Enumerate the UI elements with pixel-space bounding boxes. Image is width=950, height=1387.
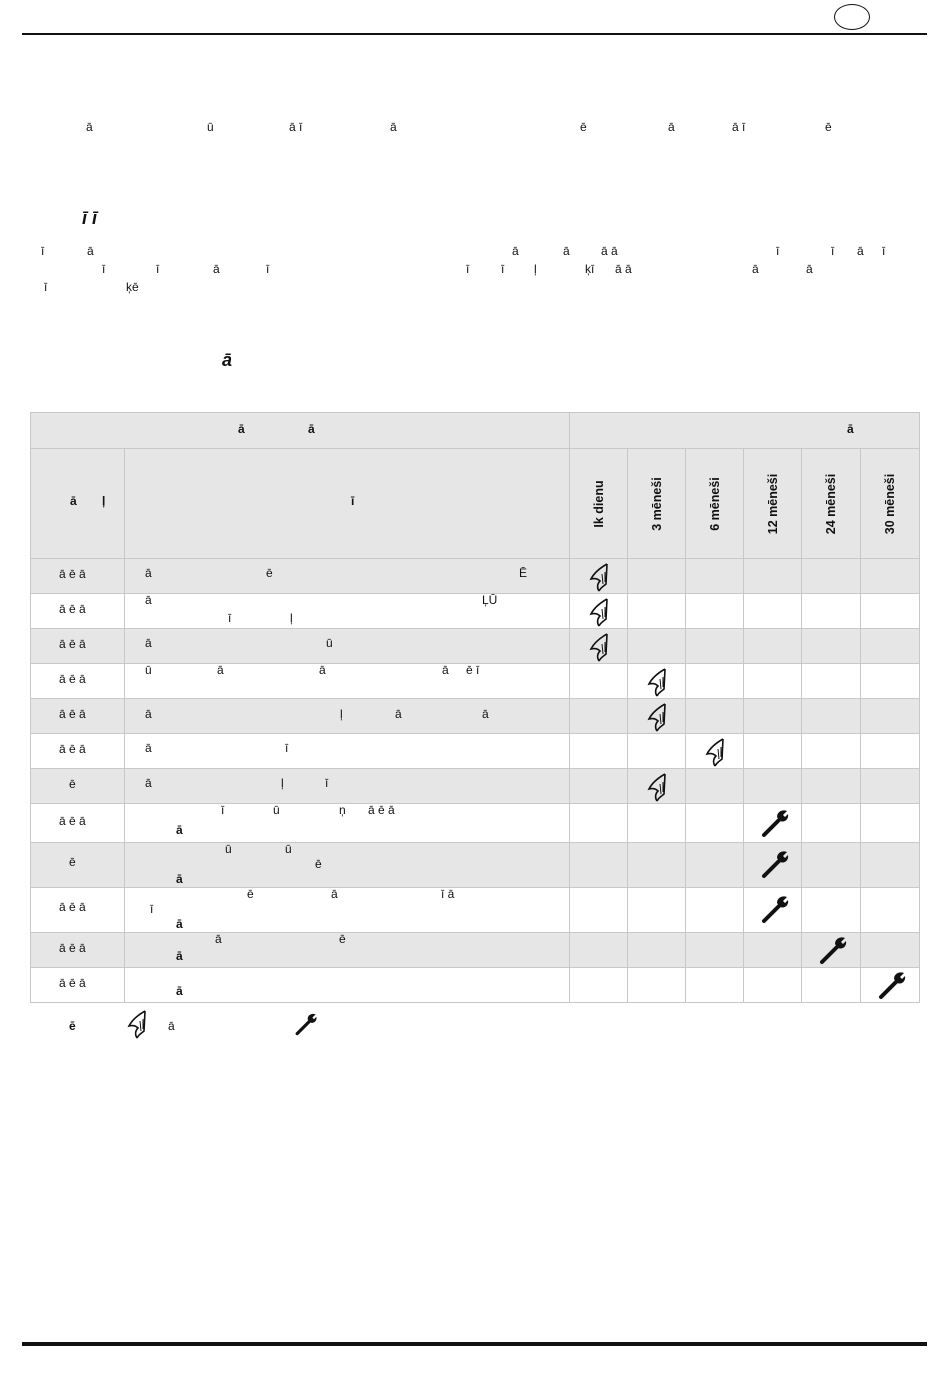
table-row: ā ē ā ī ū ņ ā ē ā ā xyxy=(31,804,920,843)
table-row: ā ē ā ā ī xyxy=(31,734,920,769)
table-header-right: ā xyxy=(570,413,920,449)
body-text: ī xyxy=(156,262,160,276)
eye-check-icon xyxy=(704,737,728,767)
column-header-period: 12 mēneši xyxy=(744,449,802,559)
intro-text: ā xyxy=(390,120,397,134)
body-text: ī xyxy=(882,244,886,258)
wrench-icon xyxy=(760,808,790,838)
body-text: ī xyxy=(266,262,270,276)
body-text: ā xyxy=(213,262,220,276)
language-badge xyxy=(834,4,870,30)
body-text: ķī xyxy=(585,262,595,276)
column-header-who: ā ļ xyxy=(31,449,125,559)
intro-text: ā xyxy=(668,120,675,134)
body-text: ā ā xyxy=(601,244,618,258)
body-text: ī xyxy=(776,244,780,258)
column-header-period: 30 mēneši xyxy=(861,449,920,559)
intro-text: ū xyxy=(207,120,214,134)
eye-check-icon xyxy=(646,667,670,697)
section-heading: ā xyxy=(222,350,233,370)
table-row: ā ē ā ā ē Ē xyxy=(31,559,920,594)
body-text: ī xyxy=(102,262,106,276)
body-text: ī xyxy=(466,262,470,276)
maintenance-table xyxy=(30,412,920,1003)
intro-text: ā xyxy=(86,120,93,134)
wrench-icon xyxy=(294,1010,318,1038)
legend-label: ē xyxy=(69,1019,76,1033)
body-text: ķē xyxy=(126,280,139,294)
intro-text: ē xyxy=(825,120,832,134)
wrench-icon xyxy=(877,970,907,1000)
body-text: ā ā xyxy=(615,262,632,276)
eye-check-icon xyxy=(126,1009,150,1039)
table-row: ā ē ā ā ē ā xyxy=(31,933,920,968)
table-row: ē ā ļ ī xyxy=(31,769,920,804)
intro-text: ē xyxy=(580,120,587,134)
table-row: ē ū ū ē ā xyxy=(31,843,920,888)
wrench-icon xyxy=(760,894,790,924)
table-row: ā ē ā ū ā ā ā ē ī xyxy=(31,664,920,699)
eye-check-icon xyxy=(588,562,612,592)
column-header-period: 24 mēneši xyxy=(802,449,861,559)
body-text: ī xyxy=(41,244,45,258)
legend-text: ā xyxy=(168,1019,175,1033)
column-header-description: ī xyxy=(125,449,570,559)
eye-check-icon xyxy=(646,702,670,732)
footer-rule xyxy=(22,1342,927,1346)
body-text: ā xyxy=(87,244,94,258)
intro-text: ā ī xyxy=(289,120,303,134)
header-rule xyxy=(22,33,927,35)
body-text: ļ xyxy=(534,262,537,276)
eye-check-icon xyxy=(588,597,612,627)
body-text: ā xyxy=(752,262,759,276)
body-text: ā xyxy=(857,244,864,258)
wrench-icon xyxy=(818,935,848,965)
body-text: ā xyxy=(806,262,813,276)
table-header-left: ā ā xyxy=(31,413,570,449)
table-row: ā ē ā ā xyxy=(31,968,920,1003)
body-text: ī xyxy=(44,280,48,294)
body-text: ī xyxy=(501,262,505,276)
body-text: ī xyxy=(831,244,835,258)
table-row: ā ē ā ē ā ī ā ī ā xyxy=(31,888,920,933)
table-row: ā ē ā ā ĻŪ ī ļ xyxy=(31,594,920,629)
column-header-period: 3 mēneši xyxy=(628,449,686,559)
eye-check-icon xyxy=(646,772,670,802)
intro-text: ā ī xyxy=(732,120,746,134)
body-text: ā xyxy=(512,244,519,258)
wrench-icon xyxy=(760,849,790,879)
table-row: ā ē ā ā ļ ā ā xyxy=(31,699,920,734)
body-text: ā xyxy=(563,244,570,258)
eye-check-icon xyxy=(588,632,612,662)
table-row: ā ē ā ā ū xyxy=(31,629,920,664)
column-header-period: Ik dienu xyxy=(570,449,628,559)
column-header-period: 6 mēneši xyxy=(686,449,744,559)
section-heading: ī ī xyxy=(82,208,98,228)
